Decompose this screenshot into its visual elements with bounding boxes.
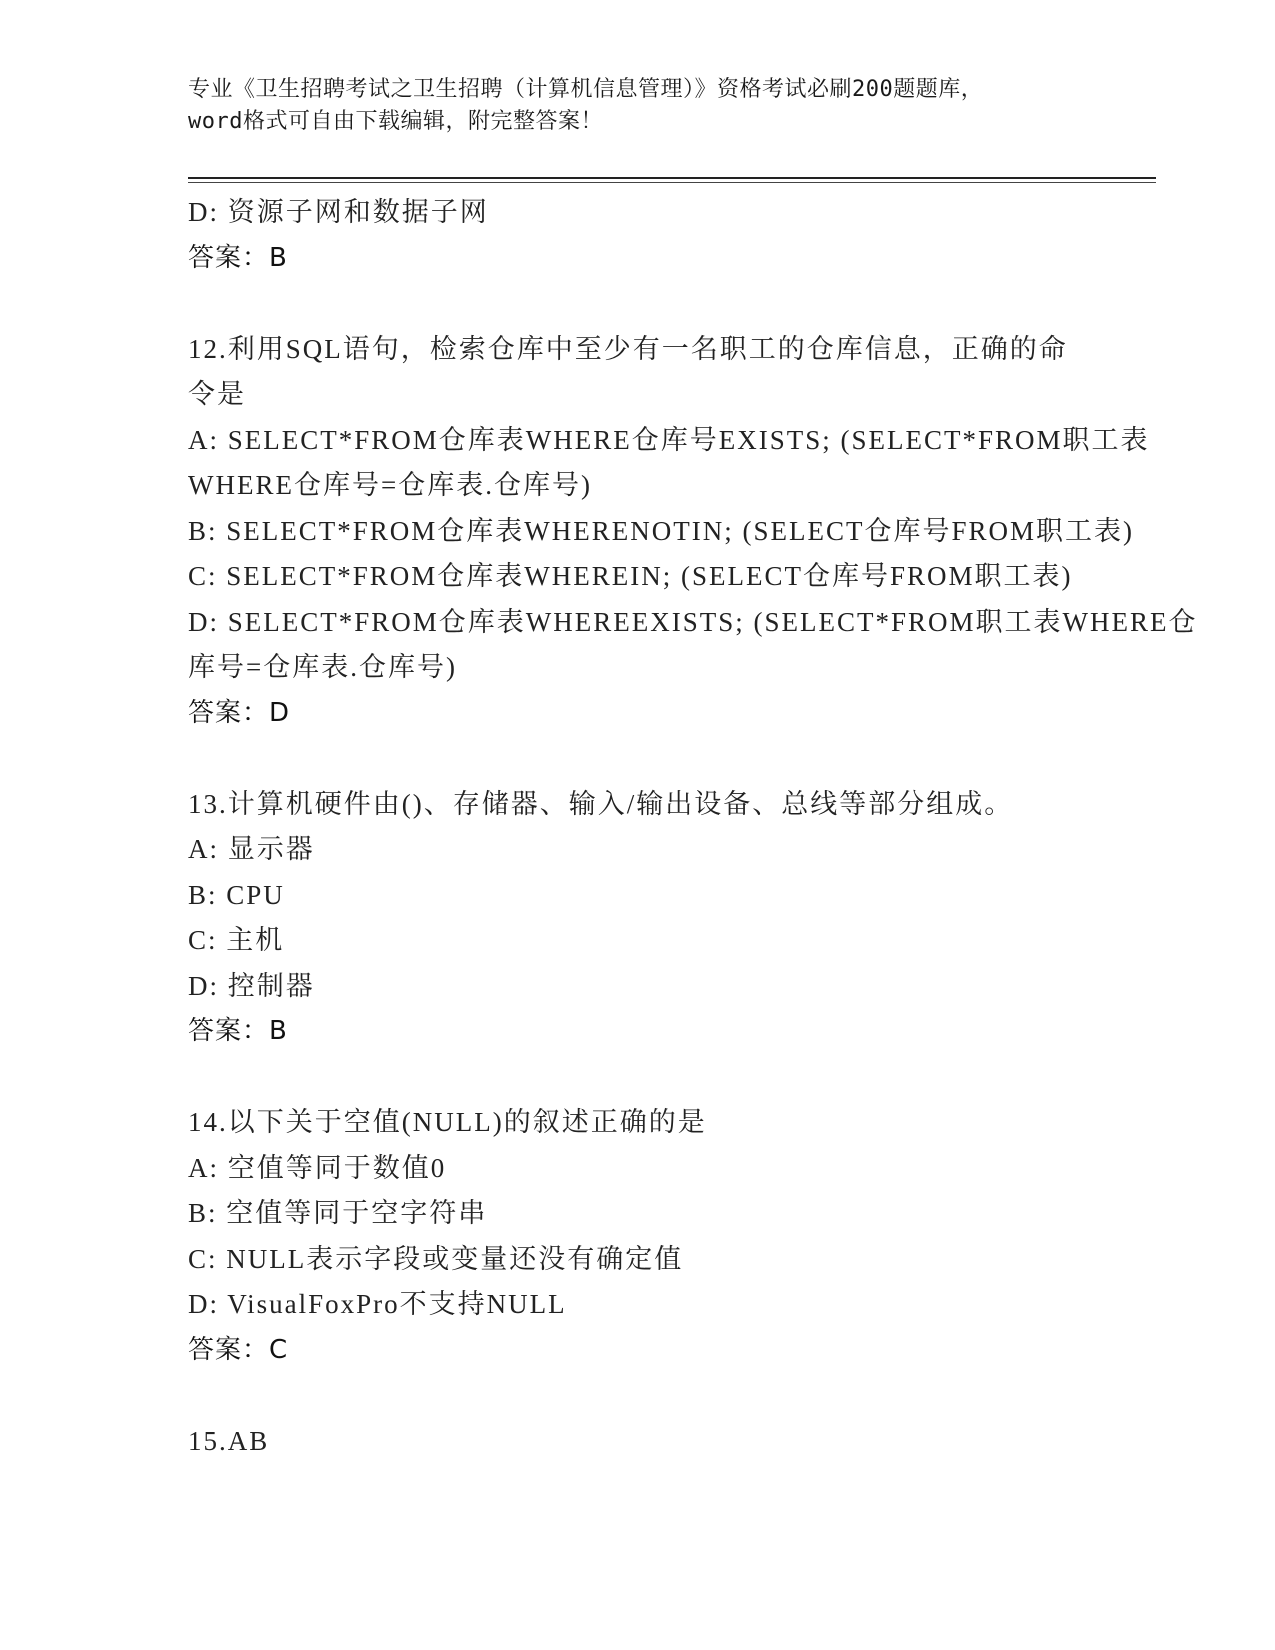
question-stem: 令是 (188, 379, 246, 409)
question-stem: 14.以下关于空值(NULL)的叙述正确的是 (188, 1107, 707, 1137)
option-c: C: NULL表示字段或变量还没有确定值 (188, 1243, 684, 1274)
header-rule-thin (188, 182, 1156, 183)
header-line-2: word格式可自由下载编辑，附完整答案！ (188, 109, 603, 134)
prev-option-d: D: 资源子网和数据子网 (188, 197, 489, 227)
document-header (188, 74, 1088, 138)
spacer (188, 1055, 1088, 1101)
prev-answer: 答案：B (188, 242, 288, 273)
question-15 (188, 1419, 1088, 1465)
answer: 答案：D (188, 697, 291, 728)
answer: 答案：B (188, 1016, 288, 1046)
option-b: B: 空值等同于空字符串 (188, 1198, 488, 1228)
option-d: D: 控制器 (188, 970, 315, 1001)
option-a: A: 空值等同于数值0 (188, 1152, 447, 1183)
question-13 (188, 782, 1088, 1055)
question-stem: 12.利用SQL语句，检索仓库中至少有一名职工的仓库信息，正确的命 (188, 333, 1068, 364)
option-a-cont: WHERE仓库号=仓库表.仓库号) (188, 470, 592, 500)
spacer (188, 736, 1088, 782)
question-stem: 13.计算机硬件由()、存储器、输入/输出设备、总线等部分组成。 (188, 788, 1014, 819)
option-d-cont: 库号=仓库表.仓库号) (188, 652, 457, 682)
option-b: B: CPU (188, 879, 285, 910)
header-rule-thick (188, 177, 1156, 179)
option-c: C: SELECT*FROM仓库表WHEREIN; (SELECT仓库号FROM职工表) (188, 561, 1073, 591)
option-a: A: 显示器 (188, 834, 315, 864)
answer: 答案：C (188, 1334, 289, 1365)
question-stem: 15.AB (188, 1425, 270, 1456)
option-c: C: 主机 (188, 925, 285, 955)
option-d: D: SELECT*FROM仓库表WHEREEXISTS; (SELECT*FROM职工表WHERE仓 (188, 606, 1198, 637)
spacer (188, 1373, 1088, 1419)
option-a: A: SELECT*FROM仓库表WHERE仓库号EXISTS; (SELECT*FROM职工表 (188, 424, 1150, 455)
header-line-1: 专业《卫生招聘考试之卫生招聘（计算机信息管理）》资格考试必刷200题题库， (188, 77, 984, 102)
question-12 (188, 327, 1198, 737)
question-14 (188, 1100, 1088, 1373)
option-d: D: VisualFoxPro不支持NULL (188, 1289, 567, 1319)
spacer (188, 281, 1088, 327)
option-b: B: SELECT*FROM仓库表WHERENOTIN; (SELECT仓库号FROM职工表) (188, 515, 1135, 546)
question-content (188, 190, 1198, 1464)
